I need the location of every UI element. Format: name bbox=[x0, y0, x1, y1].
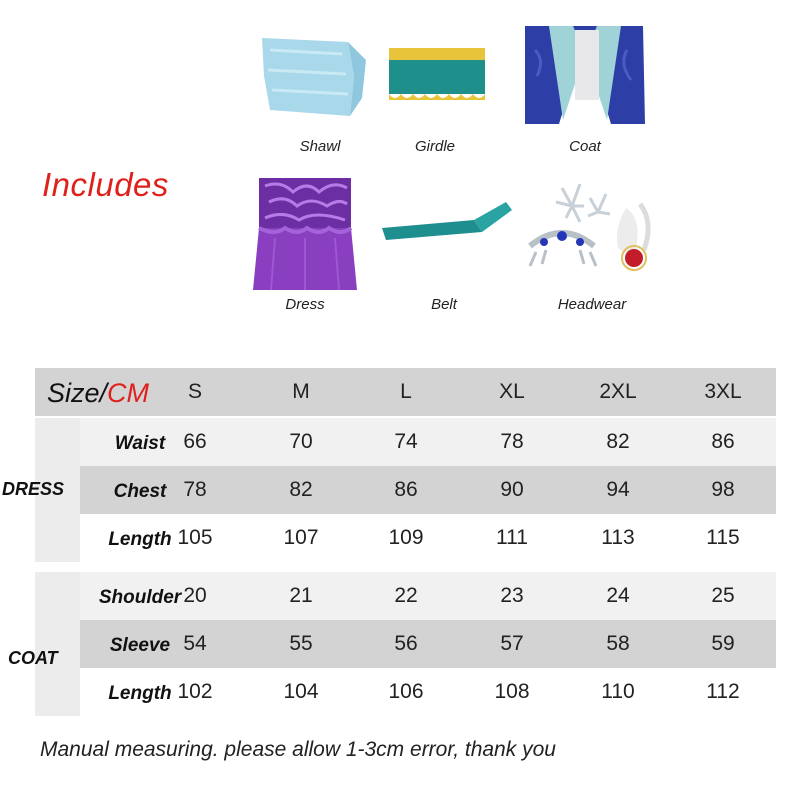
row-label: Shoulder bbox=[98, 587, 182, 608]
shawl-label: Shawl bbox=[299, 138, 341, 155]
belt-image bbox=[374, 178, 514, 290]
table-row bbox=[80, 668, 776, 716]
size-l: L bbox=[400, 380, 412, 403]
size-s: S bbox=[187, 380, 202, 403]
table-cell: 107 bbox=[283, 526, 319, 549]
item-girdle bbox=[365, 20, 505, 155]
unit-label: CM bbox=[107, 378, 150, 408]
size-m: M bbox=[292, 380, 310, 403]
dress-image bbox=[235, 178, 375, 290]
table-cell: 55 bbox=[289, 632, 313, 655]
item-dress bbox=[235, 178, 375, 313]
table-cell: 56 bbox=[394, 632, 418, 655]
girdle-image bbox=[365, 20, 505, 132]
headwear-image bbox=[522, 178, 662, 290]
size-header-label: Size/CM bbox=[47, 378, 150, 408]
table-cell: 66 bbox=[183, 430, 207, 453]
table-cell: 86 bbox=[394, 478, 418, 501]
table-cell: 74 bbox=[394, 430, 418, 453]
dress-group-label: DRESS bbox=[2, 479, 65, 499]
table-cell: 25 bbox=[711, 584, 735, 607]
table-cell: 110 bbox=[601, 680, 635, 703]
table-cell: 106 bbox=[388, 680, 424, 703]
table-cell: 86 bbox=[711, 430, 735, 453]
table-row bbox=[80, 620, 776, 668]
row-label: Sleeve bbox=[109, 635, 171, 656]
row-label: Waist bbox=[114, 433, 166, 454]
table-cell: 21 bbox=[289, 584, 313, 607]
row-label: Length bbox=[108, 529, 172, 550]
coat-label: Coat bbox=[569, 138, 601, 155]
belt-label: Belt bbox=[431, 296, 457, 313]
table-cell: 57 bbox=[500, 632, 524, 655]
table-cell: 113 bbox=[601, 526, 635, 549]
coat-group-label: COAT bbox=[8, 648, 58, 668]
table-cell: 78 bbox=[183, 478, 207, 501]
measurement-note: Manual measuring. please allow 1-3cm error, thank you bbox=[40, 738, 556, 761]
table-cell: 22 bbox=[394, 584, 418, 607]
dress-label: Dress bbox=[285, 296, 325, 313]
table-cell: 94 bbox=[606, 478, 630, 501]
table-row bbox=[80, 572, 776, 620]
girdle-label: Girdle bbox=[414, 138, 455, 155]
item-belt bbox=[374, 178, 514, 313]
coat-image bbox=[515, 20, 655, 132]
table-cell: 102 bbox=[177, 680, 213, 703]
table-row bbox=[80, 466, 776, 514]
table-cell: 82 bbox=[606, 430, 630, 453]
table-cell: 24 bbox=[606, 584, 630, 607]
table-row bbox=[80, 418, 776, 466]
table-cell: 54 bbox=[183, 632, 207, 655]
table-cell: 112 bbox=[706, 680, 740, 703]
row-label: Chest bbox=[113, 481, 167, 502]
table-cell: 115 bbox=[706, 526, 740, 549]
item-headwear bbox=[522, 178, 662, 313]
size-header-row bbox=[35, 368, 776, 416]
headwear-label: Headwear bbox=[557, 296, 627, 313]
table-cell: 105 bbox=[177, 526, 213, 549]
table-cell: 58 bbox=[606, 632, 630, 655]
size-xl: XL bbox=[499, 380, 525, 403]
size-2xl: 2XL bbox=[599, 380, 637, 403]
table-cell: 104 bbox=[283, 680, 319, 703]
coat-group-band bbox=[35, 572, 80, 716]
size-3xl: 3XL bbox=[704, 380, 742, 403]
row-label: Length bbox=[108, 683, 172, 704]
table-cell: 108 bbox=[494, 680, 530, 703]
table-cell: 78 bbox=[500, 430, 524, 453]
item-coat bbox=[515, 20, 655, 155]
table-cell: 70 bbox=[289, 430, 313, 453]
table-cell: 98 bbox=[711, 478, 735, 501]
table-cell: 20 bbox=[183, 584, 207, 607]
table-cell: 90 bbox=[500, 478, 524, 501]
table-row bbox=[80, 514, 776, 562]
table-cell: 111 bbox=[496, 526, 528, 549]
table-cell: 109 bbox=[388, 526, 424, 549]
table-cell: 82 bbox=[289, 478, 313, 501]
table-cell: 59 bbox=[711, 632, 735, 655]
table-cell: 23 bbox=[500, 584, 524, 607]
includes-title: Includes bbox=[42, 166, 169, 203]
